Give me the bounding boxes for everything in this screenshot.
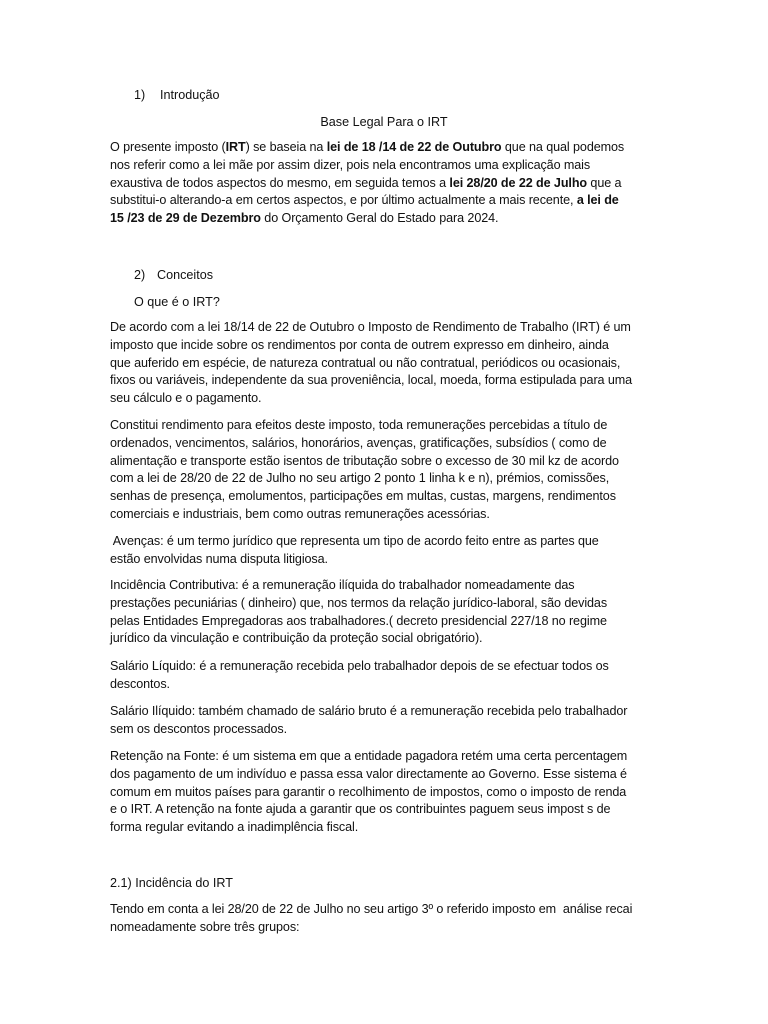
text-line: senhas de presença, emolumentos, participações em multas, custas, margens, rendimentos — [110, 489, 616, 504]
concepts-paragraph-salario-liquido — [110, 658, 650, 694]
text-line: Avenças: é um termo jurídico que representa um tipo de acordo feito entre as partes que — [110, 534, 599, 548]
text-line: comum em muitos países para garantir o recolhimento de impostos, como o imposto de renda — [110, 784, 627, 799]
text-line: alimentação e transporte estão isentos de tributação sobre o excesso de 30 mil kz de acordo — [110, 453, 619, 468]
text-line: dos pagamento de um indivíduo e passa essa valor directamente ao Governo. Esse sistema é — [110, 766, 627, 781]
text-line: sem os descontos processados. — [110, 721, 288, 736]
text-line: forma regular evitando a inadimplência fiscal. — [110, 820, 359, 835]
text-line: com a lei de 28/20 de 22 de Julho no seu artigo 2 ponto 1 linha k e n), prémios, comissões, — [110, 471, 610, 486]
text-line: ordenados, vencimentos, salários, honorários, avenças, gratificações, subsídios ( como de — [110, 435, 607, 450]
text-line: jurídico da vinculação e contribuição da proteção social obrigatório). — [110, 631, 483, 646]
concepts-paragraph-avencas — [110, 533, 650, 569]
text-line: nomeadamente sobre três grupos: — [110, 919, 300, 934]
intro-line-2: nos referir como a lei mãe por assim dizer, pois nela encontramos uma explicação mais — [110, 157, 591, 172]
concepts-question: O que é o IRT? — [134, 295, 220, 309]
section-1-title: Introdução — [160, 88, 220, 102]
incidence-paragraph — [110, 901, 650, 937]
concepts-paragraph-incidencia — [110, 577, 650, 648]
text-line: comerciais e industriais, bem como outras remunerações acessórias. — [110, 506, 490, 521]
text-line: Constitui rendimento para efeitos deste imposto, toda remunerações percebidas a título de — [110, 418, 608, 432]
section-1-number: 1) — [134, 88, 146, 102]
section-2-1-title: 2.1) Incidência do IRT — [110, 876, 233, 890]
text-line: que auferido em espécie, de natureza contratual ou não contratual, periódicos ou ocasionais, — [110, 355, 621, 370]
text-line: descontos. — [110, 676, 170, 691]
intro-line-5: 15 /23 de 29 de Dezembro do Orçamento Geral do Estado para 2024. — [110, 211, 499, 226]
intro-line-3: exaustiva de todos aspectos do mesmo, em seguida temos a lei 28/20 de 22 de Julho que a — [110, 175, 622, 190]
text-line: e o IRT. A retenção na fonte ajuda a garantir que os contribuintes paguem seus impost s de — [110, 802, 611, 817]
text-line: imposto que incide sobre os rendimentos por conta de outrem expresso em dinheiro, ainda — [110, 337, 609, 352]
section-1-subtitle: Base Legal Para o IRT — [320, 115, 448, 129]
text-line: Incidência Contributiva: é a remuneração ilíquida do trabalhador nomeadamente das — [110, 578, 575, 592]
concepts-paragraph-retencao — [110, 748, 650, 837]
text-line: Tendo em conta a lei 28/20 de 22 de Julho no seu artigo 3º o referido imposto em análise recai — [110, 902, 633, 916]
intro-paragraph — [110, 139, 650, 228]
section-2-title: Conceitos — [157, 268, 214, 282]
concepts-paragraph-1 — [110, 319, 650, 408]
concepts-paragraph-2 — [110, 417, 650, 524]
text-line: prestações pecuniárias ( dinheiro) que, nos termos da relação jurídico-laboral, são devidas — [110, 595, 608, 610]
text-line: De acordo com a lei 18/14 de 22 de Outubro o Imposto de Rendimento de Trabalho (IRT) é um — [110, 320, 631, 334]
text-line: estão envolvidas numa disputa litigiosa. — [110, 551, 328, 566]
intro-line-4: substitui-o alterando-a em certos aspectos, e por último actualmente a mais recente, a lei de — [110, 193, 619, 208]
text-line: fixos ou variáveis, independente da sua proveniência, local, moeda, forma estipulada para uma — [110, 373, 633, 388]
document-page — [110, 0, 650, 1024]
text-line: Salário Ilíquido: também chamado de salário bruto é a remuneração recebida pelo trabalhador — [110, 704, 628, 718]
text-line: seu cálculo e o pagamento. — [110, 391, 262, 406]
text-line: pelas Entidades Empregadoras aos trabalhadores.( decreto presidencial 227/18 no regime — [110, 613, 607, 628]
concepts-paragraph-salario-iliquido — [110, 703, 650, 739]
text-line: Salário Líquido: é a remuneração recebida pelo trabalhador depois de se efectuar todos os — [110, 659, 609, 673]
text-line: Retenção na Fonte: é um sistema em que a entidade pagadora retém uma certa percentagem — [110, 749, 628, 763]
intro-line-1: O presente imposto (IRT) se baseia na lei de 18 /14 de 22 de Outubro que na qual podemos — [110, 140, 625, 154]
section-2-number: 2) — [134, 268, 146, 282]
